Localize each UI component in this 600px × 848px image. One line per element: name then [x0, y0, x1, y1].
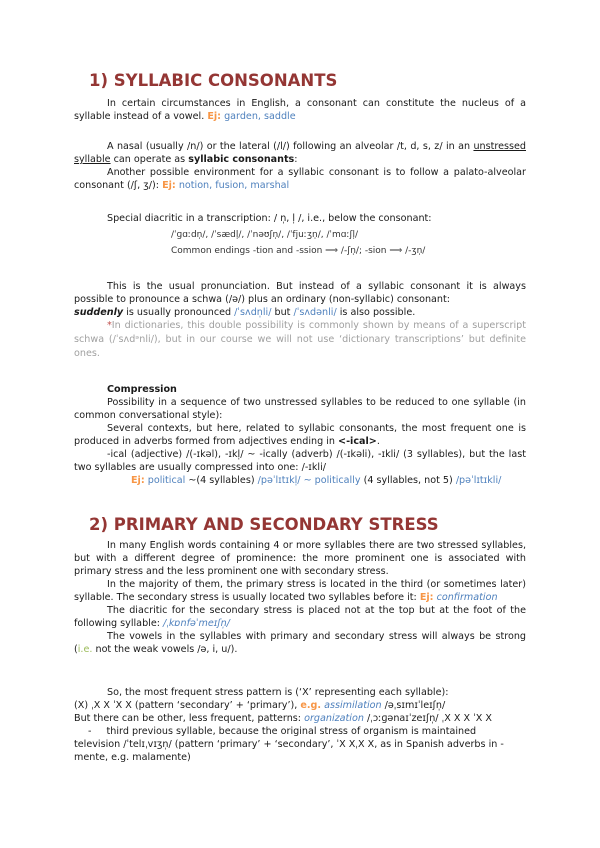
- paragraph-text: is usually pronounced: [126, 307, 232, 318]
- paragraph: So, the most frequent stress pattern is (‘X’ representing each syllable):: [107, 687, 449, 698]
- diacritic-block: [74, 212, 526, 225]
- paragraph: [74, 306, 526, 319]
- ipa-transcription: /ˈsʌdn̩li/: [234, 307, 272, 318]
- pattern-line: [74, 712, 526, 725]
- paragraph: [74, 97, 526, 123]
- example-word: suddenly: [74, 307, 124, 318]
- example-word: confirmation: [436, 592, 498, 603]
- section-1-heading: 1) SYLLABIC CONSONANTS: [89, 71, 338, 90]
- example-label: e.g.: [300, 700, 322, 711]
- paragraph-text: Several contexts, but here, related to syllabic consonants, the most frequent one is produced in adverbs formed from adjectives ending in: [74, 423, 526, 447]
- pattern-text: (X) ˌX X ˈX X (pattern ‘secondary’ + ‘primary’),: [74, 700, 298, 711]
- pattern-text: But there can be other, less frequent, patterns:: [74, 713, 302, 724]
- paragraph-text: The vowels in the syllables with primary and secondary stress will always be strong (: [74, 631, 526, 655]
- paragraph-text: can operate as: [113, 154, 186, 165]
- paragraph: [74, 578, 526, 604]
- example-label: Ej:: [162, 180, 176, 191]
- ipa-examples-block: [74, 229, 526, 258]
- section-2-body: [74, 539, 526, 656]
- section-1-heading-block: [89, 71, 529, 91]
- paragraph-text: but: [274, 307, 291, 318]
- bullet-item: [74, 725, 526, 738]
- ipa-transcription: /ˈsʌdənli/: [293, 307, 337, 318]
- bold-term: syllabic consonants: [188, 154, 295, 165]
- paragraph: In many English words containing 4 or more syllables there are two stressed syllables, but with a different degree of prominence: the more prominent one is associated with primary stress and the less prominent one with secondary stress.: [74, 540, 526, 577]
- example-label: Ej:: [131, 475, 145, 486]
- paragraph-text: is also possible.: [339, 307, 416, 318]
- bold-term: <-ical>: [338, 436, 377, 447]
- paragraph: -ical (adjective) /(-ɪkəl), -ɪkl̩/ ~ -ically (adverb) /(-ɪkəli), -ɪkli/ (3 syllables), but the last two syllables are usually compressed into one: /-ɪkli/: [74, 449, 526, 473]
- ipa-transcription: /ˌkɒnfəˈmeɪʃn̩/: [163, 618, 230, 629]
- bullet-text: third previous syllable, because the original stress of organism is maintained: [106, 726, 477, 737]
- bullet-dash: -: [88, 726, 92, 737]
- paragraph-text: In certain circumstances in English, a consonant can constitute the nucleus of a syllable instead of a vowel.: [74, 98, 526, 122]
- section-2-heading-block: [89, 515, 529, 535]
- paragraph: [74, 140, 526, 166]
- example-word: assimilation: [324, 700, 382, 711]
- ipa-examples: /ˈɡɑːdn̩/, /ˈsædl̩/, /ˈnəʊʃn̩/, /ˈfjuːʒn̩/, /ˈmɑːʃl̩/: [171, 230, 359, 240]
- paragraph-text: Another possible environment for a syllabic consonant is to follow a palato-alveolar consonant (/ʃ, ʒ/):: [74, 167, 526, 191]
- example-word: political: [147, 475, 186, 486]
- pattern-line: [74, 699, 526, 712]
- section-2-heading: 2) PRIMARY AND SECONDARY STRESS: [89, 515, 439, 534]
- paragraph-text: not the weak vowels /ə, i, u/).: [95, 644, 238, 655]
- section-1-nasal-lateral: [74, 140, 526, 192]
- paragraph: Special diacritic in a transcription: / n̩, l̩ /, i.e., below the consonant:: [107, 213, 432, 224]
- schwa-block: [74, 280, 526, 361]
- compression-title: Compression: [107, 384, 177, 395]
- compression-example: [74, 474, 526, 487]
- paragraph: television /ˈtelɪˌvɪʒn̩/ (pattern ‘primary’ + ‘secondary’, ˈX XˌX X, as in Spanish adverbs in -mente, e.g. malamente): [74, 739, 504, 763]
- example-word: organization: [304, 713, 364, 724]
- stress-pattern: ˌX X X ˈX X: [441, 713, 492, 724]
- stress-pattern-block: [74, 686, 526, 764]
- paragraph-text: The diacritic for the secondary stress is placed not at the top but at the foot of the following syllable:: [74, 605, 526, 629]
- paragraph-text: This is the usual pronunciation. But instead of a syllabic consonant it is always possible to pronounce a schwa (/ə/) plus an ordinary (non-syllabic) consonant:: [74, 281, 526, 305]
- ipa-transcription: /ˌɔːɡənaɪˈzeɪʃn̩/: [366, 713, 439, 724]
- ipa-transcription: /əˌsɪmɪˈleɪʃn̩/: [384, 700, 446, 711]
- paragraph-text: A nasal (usually /n/) or the lateral (/l/) following an alveolar /t, d, s, z/ in an: [107, 141, 471, 152]
- example-label: Ej:: [419, 592, 434, 603]
- compression-block: [74, 383, 526, 487]
- note-text: In dictionaries, this double possibility is commonly shown by means of a superscript schwa (/ˈsʌdᵊnli/), but in our course we will not use ‘dictionary transcriptions’ but definite ones.: [74, 320, 526, 359]
- note-marker: *: [107, 320, 112, 331]
- ipa-transcription: /pəˈlɪtɪkli/: [455, 475, 502, 486]
- ie-label: i.e.: [77, 644, 93, 655]
- paragraph: Possibility in a sequence of two unstressed syllables to be reduced to one syllable (in common conversational style):: [74, 397, 526, 421]
- syllable-count: ~(4 syllables): [188, 475, 255, 486]
- paragraph: [74, 422, 526, 448]
- ipa-transcription: /pəˈlɪtɪkl̩/ ~ politically: [257, 475, 361, 486]
- endings-line: Common endings -tion and -ssion ⟹ /-ʃn̩/; -sion ⟹ /-ʒn̩/: [171, 246, 426, 256]
- paragraph-text: In the majority of them, the primary stress is located in the third (or sometimes later) syllable. The secondary stress is usually located two syllables before it:: [74, 579, 526, 603]
- paragraph: [74, 604, 526, 630]
- dictionary-note: [74, 319, 526, 361]
- paragraph: [74, 630, 526, 656]
- punctuation: .: [376, 436, 380, 447]
- syllable-count: (4 syllables, not 5): [363, 475, 453, 486]
- example-label: Ej:: [207, 111, 222, 122]
- underlined-term: unstressed syllable: [74, 141, 526, 165]
- example-words: notion, fusion, marshal: [178, 180, 290, 191]
- punctuation: :: [294, 154, 298, 165]
- paragraph: [74, 166, 526, 192]
- example-words: garden, saddle: [224, 111, 296, 122]
- section-1-intro: [74, 97, 526, 123]
- paragraph: [74, 280, 526, 306]
